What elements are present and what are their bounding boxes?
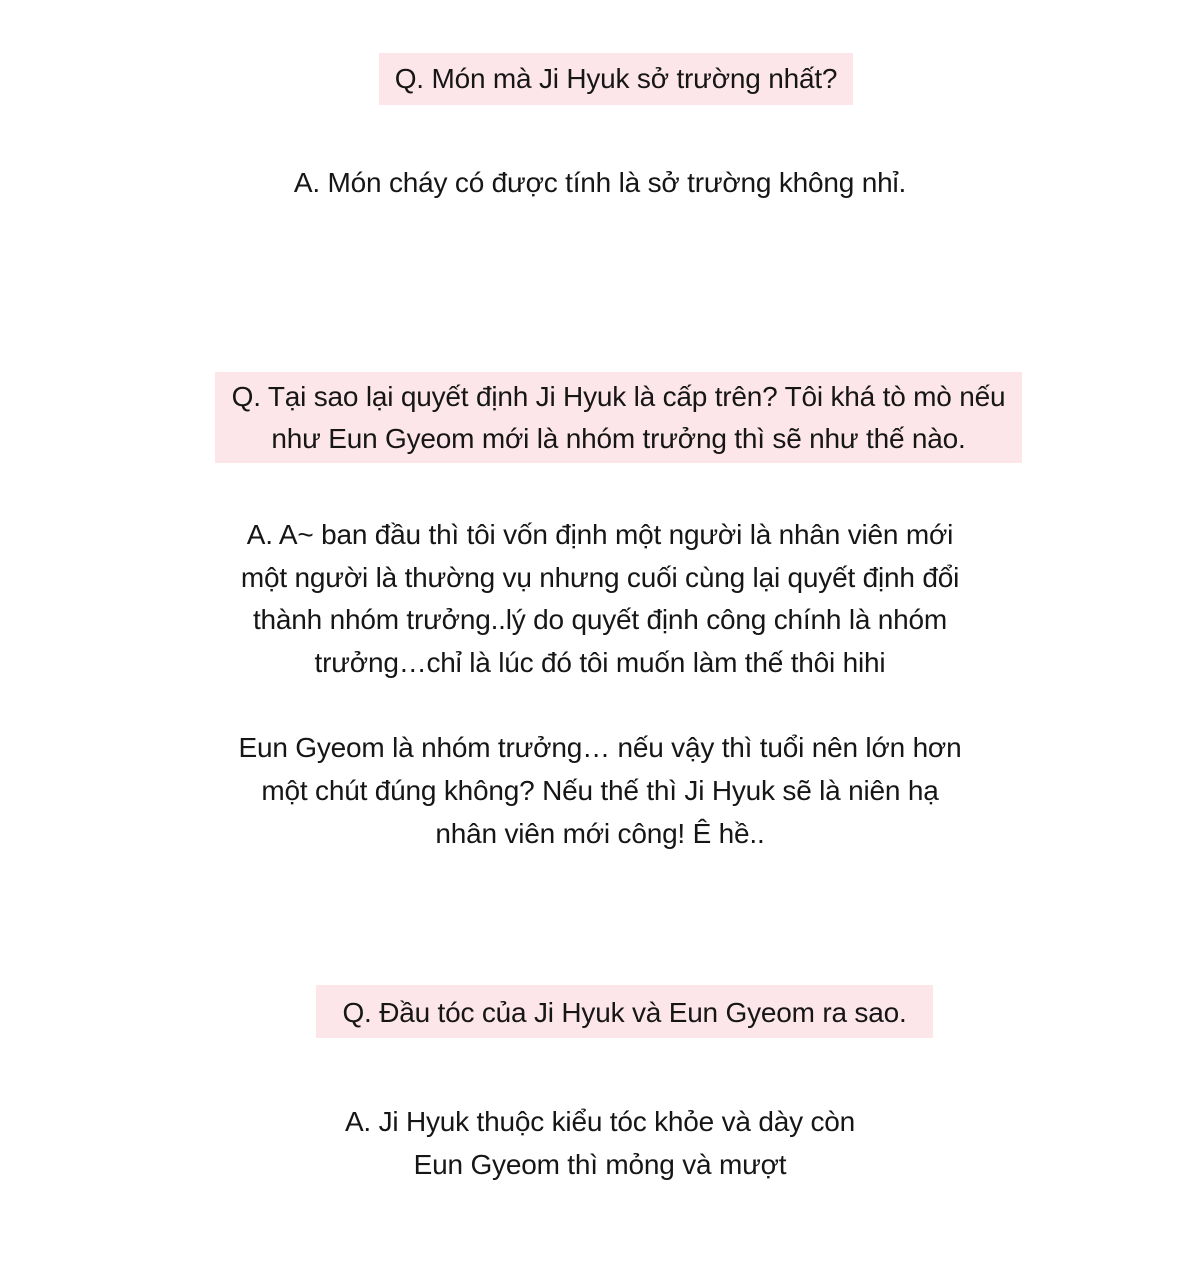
answer-block <box>0 514 1200 856</box>
answer-block <box>0 162 1200 205</box>
answer-text: Eun Gyeom thì mỏng và mượt <box>413 1148 787 1180</box>
answer-text: trưởng…chỉ là lúc đó tôi muốn làm thế thôi hihi <box>314 647 886 679</box>
answer-text: một người là thường vụ nhưng cuối cùng lại quyết định đổi <box>240 561 960 593</box>
question-box <box>215 372 1022 463</box>
question-box <box>316 985 933 1038</box>
question-text: Q. Tại sao lại quyết định Ji Hyuk là cấp trên? Tôi khá tò mò nếu <box>231 381 1006 412</box>
answer-text: một chút đúng không? Nếu thế thì Ji Hyuk sẽ là niên hạ <box>261 775 939 807</box>
question-text: Q. Đầu tóc của Ji Hyuk và Eun Gyeom ra sao. <box>342 997 907 1028</box>
answer-text: A. A~ ban đầu thì tôi vốn định một người là nhân viên mới <box>246 519 954 550</box>
question-text: như Eun Gyeom mới là nhóm trưởng thì sẽ như thế nào. <box>271 423 966 454</box>
answer-text: thành nhóm trưởng..lý do quyết định công chính là nhóm <box>252 604 948 636</box>
question-text: Q. Món mà Ji Hyuk sở trường nhất? <box>394 63 838 94</box>
answer-text: A. Ji Hyuk thuộc kiểu tóc khỏe và dày còn <box>344 1106 856 1137</box>
answer-text: A. Món cháy có được tính là sở trường không nhỉ. <box>293 167 907 198</box>
answer-text: Eun Gyeom là nhóm trưởng… nếu vậy thì tuổi nên lớn hơn <box>238 732 962 764</box>
answer-text: nhân viên mới công! Ê hề.. <box>435 817 765 849</box>
paragraph-gap <box>0 685 1200 728</box>
answer-block <box>0 1101 1200 1186</box>
question-box <box>379 53 853 105</box>
